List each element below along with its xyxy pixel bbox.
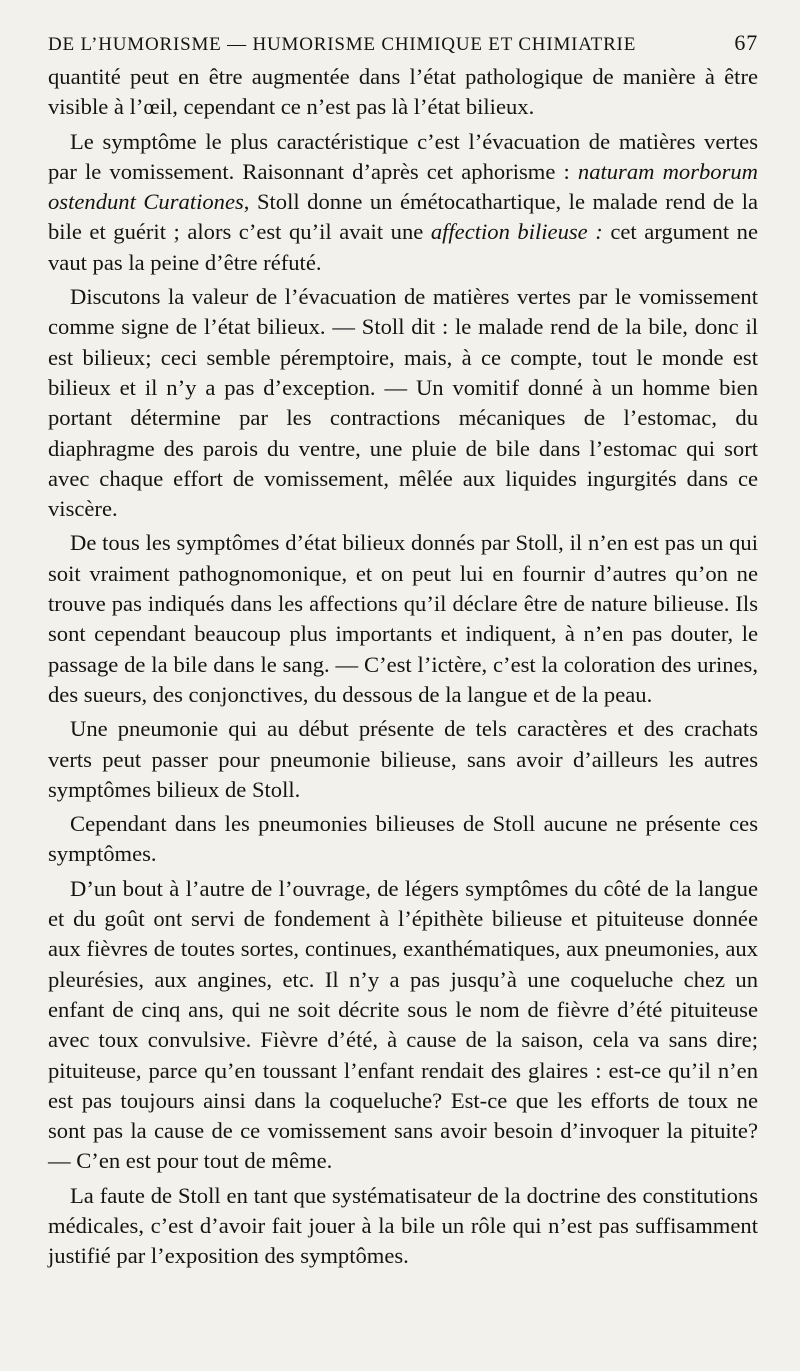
paragraph-text: , Stoll donne un émétocathartique, le malade rend de la bile et guérit ; alors c’est qu’il avait une [48,189,759,245]
paragraph-text: Le symptôme le plus caractéristique c’est l’évacuation de matières vertes par le vomissement. Raisonnant d’après cet aphorisme : [48,128,758,184]
paragraph: La faute de Stoll en tant que systématisateur de la doctrine des constitutions médicales, c’est d’avoir fait jouer à la bile un rôle qui n’est pas suffisamment justifié par l’exposition des symptômes. [48,1182,758,1269]
paragraph: De tous les symptômes d’état bilieux donnés par Stoll, il n’en est pas un qui soit vraiment pathognomonique, et on peut lui en fournir d’autres qu’on ne trouve pas indiqués dans les affections qu’il déclare être de nature bilieuse. Ils sont cependant beaucoup plus importants et indiquent, à n’en pas douter, le passage de la bile dans le sang. — C’est l’ictère, c’est la coloration des urines, des sueurs, des conjonctives, du dessous de la langue et de la peau. [48,530,758,707]
latin-quote: naturam morborum ostendunt Curationes [48,158,758,215]
page-body [48,62,758,1272]
emphasized-term: affection bilieuse : [430,219,603,245]
paragraph: Une pneumonie qui au début présente de tels caractères et des crachats verts peut passer pour pneumonie bilieuse, sans avoir d’ailleurs les autres symptômes bilieux de Stoll. [48,716,758,802]
paragraph-continued: quantité peut en être augmentée dans l’état pathologique de manière à être visible à l’œil, cependant ce n’est pas là l’état bilieux. [48,64,758,120]
page-number: 67 [734,30,758,55]
running-title: DE L’HUMORISME — HUMORISME CHIMIQUE ET CHIMIATRIE [48,34,637,55]
paragraph: Cependant dans les pneumonies bilieuses de Stoll aucune ne présente ces symptômes. [48,811,758,867]
paragraph: Discutons la valeur de l’évacuation de matières vertes par le vomissement comme signe de l’état bilieux. — Stoll dit : le malade rend de la bile, donc il est bilieux; ceci semble péremptoire, mais, à ce compte, tout le monde est bilieux et il n’y a pas d’exception. — Un vomitif donné à un homme bien portant détermine par les contractions mécaniques de l’estomac, du diaphragme des parois du ventre, une pluie de bile dans l’estomac qui sort avec chaque effort de vomissement, mêlée aux liquides ingurgités dans ce viscère. [48,284,758,522]
running-header [48,30,758,56]
paragraph-text: cet argument ne vaut pas la peine d’être réfuté. [48,219,758,275]
paragraph [48,127,758,278]
paragraph: D’un bout à l’autre de l’ouvrage, de légers symptômes du côté de la langue et du goût ont servi de fondement à l’épithète bilieuse et pituiteuse donnée aux fièvres de toutes sortes, continues, exanthématiques, aux pneumonies, aux pleurésies, aux angines, etc. Il n’y a pas jusqu’à une coqueluche chez un enfant de cinq ans, qui ne soit décrite sous le nom de fièvre d’été pituiteuse avec toux convulsive. Fièvre d’été, à cause de la saison, cela va sans dire; pituiteuse, parce qu’en toussant l’enfant rendait des glaires : est-ce qu’il n’en est pas toujours ainsi dans la coqueluche? Est-ce que les efforts de toux ne sont pas la cause de ce vomissement sans avoir besoin d’invoquer la pituite? — C’en est pour tout de même. [48,875,758,1174]
